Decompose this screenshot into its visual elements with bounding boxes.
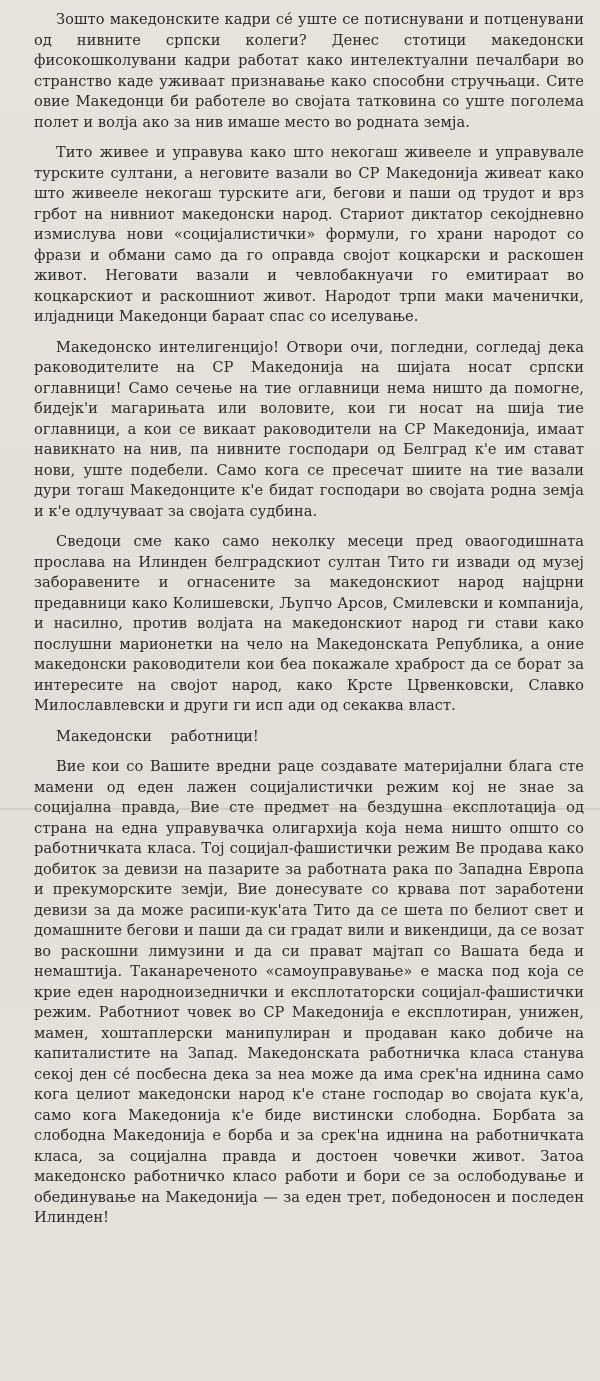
paragraph-3: Македонско интелигенцијо! Отвори очи, погледни, согледај дека раководителите на СР Македонија на шијата носат српски оглавници! Само сечење на тие оглавници нема ништо да помогне, бидејк'и магарињата или воловите, кои ги носат на шија тие оглавници, а кои се викаат раководители на СР Македонија, имаат навикнато на нив, па нивните господари од Белград к'е им стават нови, уште подебели. Само кога се пресечат шиите на тие вазали дури тогаш Македонците к'е бидат господари во својата родна земја и к'е одлучуваат за својата судбина.	[34, 338, 584, 520]
paragraph-5: Вие кои со Вашите вредни раце создавате материјални блага сте мамени од еден лажен социјалистички режим кој не знае за социјална правда, Вие сте предмет на бездушна експлотација од страна на една управувачка олигархија која нема ништо општо со работничката класа. Тој социјал-фашистички режим Ве продава како добиток за девизи на пазарите за работната рака по Западна Европа и прекуморските земји, Вие донесувате со крвава пот заработени девизи за да може расипи-кук'ата Тито да се шета по белиот свет и домашните бегови и паши да си градат вили и викендици, да се возат во раскошни лимузини и да си прават мајтап со Вашата беда и немаштија. Таканареченото «самоуправување» е маска под која се крие еден народноизеднички и експлотаторски социјал-фашистички режим. Работниот човек во СР Македонија е експлотиран, унижен, мамен, хоштаплерски манипулиран и продаван како добиче на капиталистите на Запад. Македонската работничка класа станува секој ден се́ посбесна дека за неа може да има срек'на иднина само кога целиот македонски народ к'е стане господар во својата кук'а, само кога Македонија к'е биде вистински слободна. Борбата за слободна Македонија е борба и за срек'на иднина на работничката класа, за социјална правда и достоен човечки живот. Затоа македонско работничко класо работи и бори се за ослободување и обединување на Македонија — за еден трет, победоносен и последен Илинден!	[34, 758, 584, 1226]
paragraph-4: Сведоци сме како само неколку месеци пред оваогодишната прослава на Илинден белградскиот султан Тито ги извади од музеј заборавените и огнасените за македонскиот народ најцрни предавници како Колишевски, Љупчо Арсов, Смилевски и компанија, и насилно, против волјата на македонскиот народ ги стави како послушни марионетки на чело на Македонската Република, а оние македонски раководители кои беа покажале храброст да се борат за интересите на својот народ, како Крсте Црвенковски, Славко Милославлевски и други ги исп ади од секаква власт.	[34, 533, 584, 714]
paragraph-gap	[34, 522, 584, 532]
paragraph-gap	[34, 747, 584, 757]
paragraph-2: Тито живее и управува како што некогаш живееле и управувале турските султани, а неговите вазали во СР Македонија живеат како што живееле некогаш турските аги, бегови и паши од трудот и врз грбот на нивниот македонски народ. Стариот диктатор секојдневно измислува нови «социјалистички» формули, го храни народот со фрази и обмани само да го оправда својот коцкарски и раскошен живот. Неговати вазали и чевлобакнуачи го емитираат во коцкарскиот и раскошниот живот. Народот трпи маки маченички, илјадници Македонци бараат спас со иселување.	[34, 144, 584, 325]
paragraph-1: Зошто македонските кадри се́ уште се потиснувани и потценувани од нивните српски колеги? Денес стотици македонски фисокошколувани кадри работат како интелектуални печалбари во странство каде уживаат признавање како способни стручњаци. Сите овие Македонци би работеле во својата татковина со уште поголема полет и волја ако за нив имаше место во родната земја.	[34, 11, 584, 131]
paragraph-gap	[34, 717, 584, 727]
paragraph-gap	[34, 328, 584, 338]
paper-fold-line	[0, 808, 600, 810]
paragraph-gap	[34, 133, 584, 143]
workers-heading: Македонски работници!	[56, 727, 259, 745]
